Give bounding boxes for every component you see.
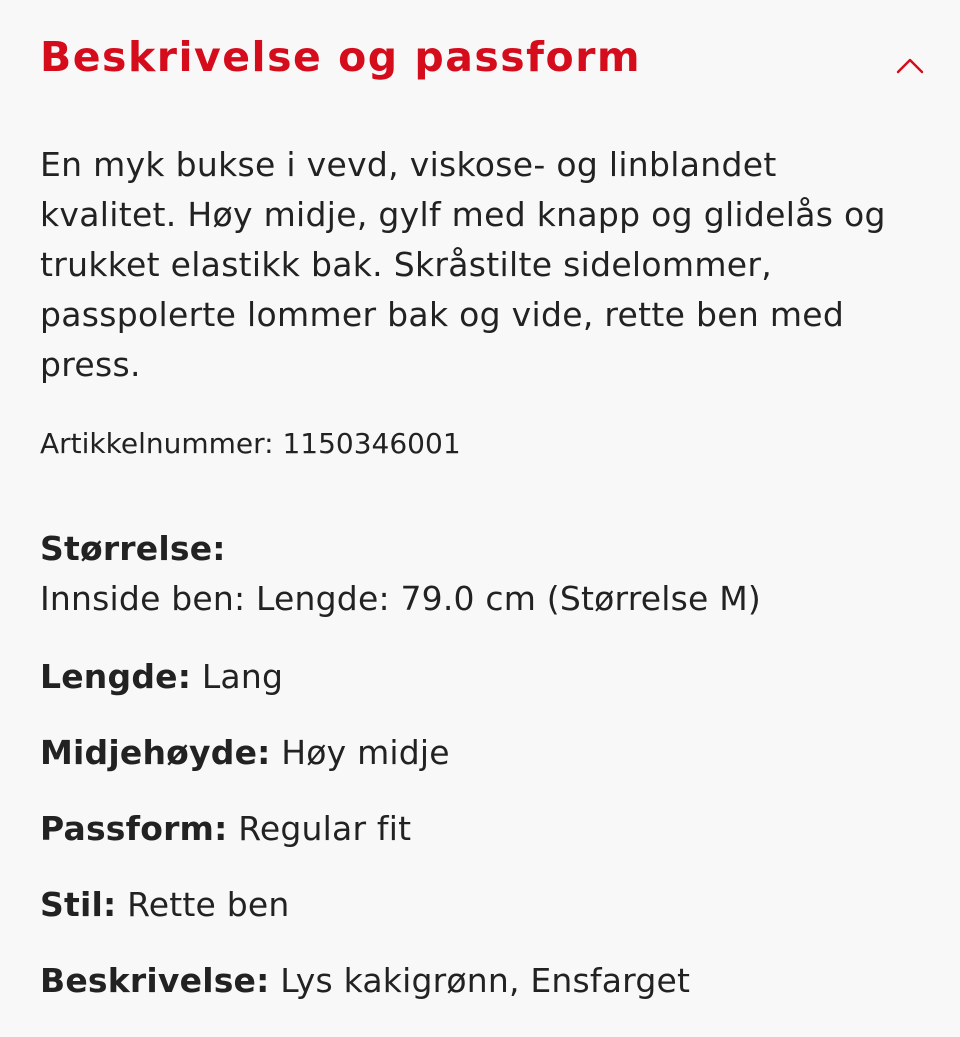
attribute-label: Beskrivelse:: [40, 961, 270, 1000]
size-info: [40, 524, 920, 624]
attribute-list: [40, 652, 920, 1006]
attribute-label: Stil:: [40, 885, 117, 924]
chevron-up-icon[interactable]: [890, 46, 930, 86]
attribute-style: [40, 880, 920, 930]
attribute-value: Regular fit: [238, 809, 412, 848]
attribute-label: Passform:: [40, 809, 228, 848]
size-value: Innside ben: Lengde: 79.0 cm (Størrelse M): [40, 579, 761, 618]
attribute-value: Høy midje: [281, 733, 450, 772]
attribute-value: Rette ben: [127, 885, 290, 924]
attribute-fit: [40, 804, 920, 854]
attribute-waist-height: [40, 728, 920, 778]
accordion-header[interactable]: [40, 0, 920, 128]
attribute-description: [40, 956, 920, 1006]
product-description: En myk bukse i vevd, viskose- og linblandet kvalitet. Høy midje, gylf med knapp og glidelås og trukket elastikk bak. Skråstilte sidelommer, passpolerte lommer bak og vide, rette ben med press.: [40, 145, 886, 384]
attribute-value: Lys kakigrønn, Ensfarget: [280, 961, 691, 1000]
size-label: Størrelse:: [40, 529, 226, 568]
attribute-length: [40, 652, 920, 702]
attribute-value: Lang: [201, 657, 284, 696]
attribute-label: Midjehøyde:: [40, 733, 271, 772]
section-title: Beskrivelse og passform: [40, 33, 642, 81]
article-number: Artikkelnummer: 1150346001: [40, 427, 461, 460]
attribute-label: Lengde:: [40, 657, 192, 696]
